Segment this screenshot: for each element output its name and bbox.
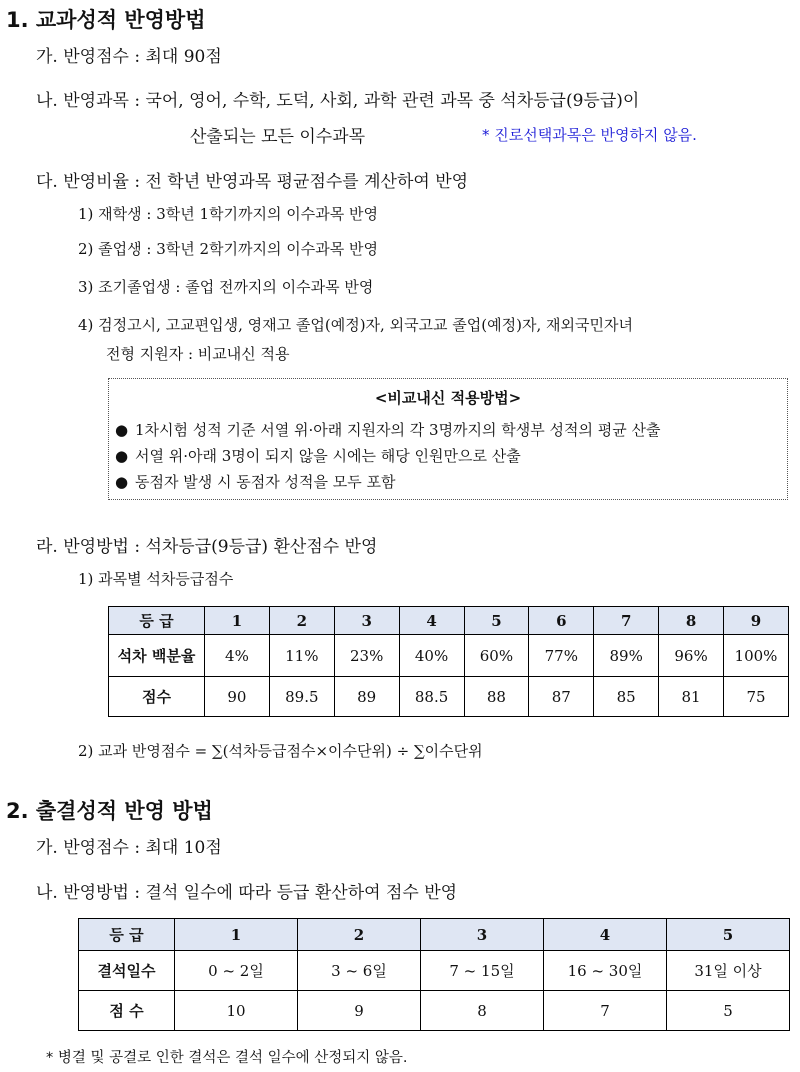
table-cell: 40% [399,635,464,677]
table-cell: 89.5 [269,677,334,717]
table-cell: 89% [594,635,659,677]
box-bullet [115,471,395,492]
table-cell: 5 [667,919,790,951]
table-cell: 3 [334,607,399,635]
table-cell: 등 급 [79,919,175,951]
table-cell: 100% [724,635,789,677]
section1-title: 1. 교과성적 반영방법 [6,8,206,32]
table-cell: 11% [269,635,334,677]
table-cell: 81 [659,677,724,717]
ra-sub2: 2) 교과 반영점수 = ∑(석차등급점수×이수단위) ÷ ∑이수단위 [78,742,483,760]
table-cell: 23% [334,635,399,677]
box-bullet [115,445,521,466]
table-cell: 점수 [109,677,205,717]
table-cell: 16 ~ 30일 [544,951,667,991]
table-cell: 85 [594,677,659,717]
table-cell: 90 [205,677,270,717]
section1-da: 다. 반영비율 : 전 학년 반영과목 평균점수를 계산하여 반영 [36,172,469,192]
box-bullet [115,419,661,440]
table-row [109,677,789,717]
bullet-dot-icon: ● [115,473,129,491]
table-row [79,951,790,991]
box-bullet-text: 서열 위·아래 3명이 되지 않을 시에는 해당 인원만으로 산출 [135,447,521,465]
table-cell: 3 ~ 6일 [298,951,421,991]
table-cell: 87 [529,677,594,717]
table-cell: 2 [298,919,421,951]
table-cell: 75 [724,677,789,717]
table-cell: 9 [724,607,789,635]
table-cell: 2 [269,607,334,635]
table-header-row [79,919,790,951]
table-cell: 5 [667,991,790,1031]
table-cell: 60% [464,635,529,677]
table-cell: 88 [464,677,529,717]
table-cell: 77% [529,635,594,677]
comparative-grade-box [108,378,788,500]
table-cell: 7 [544,991,667,1031]
table-row [109,635,789,677]
attendance-table [78,918,790,1031]
section2-na: 나. 반영방법 : 결석 일수에 따라 등급 환산하여 점수 반영 [36,883,458,903]
table-cell: 1 [175,919,298,951]
bullet-dot-icon: ● [115,447,129,465]
da-item-1: 1) 재학생 : 3학년 1학기까지의 이수과목 반영 [78,205,378,223]
section1-ra: 라. 반영방법 : 석차등급(9등급) 환산점수 반영 [36,537,378,557]
table-cell: 88.5 [399,677,464,717]
da-item-4-cont: 전형 지원자 : 비교내신 적용 [106,345,290,363]
section1-na-line2: 산출되는 모든 이수과목 [190,127,366,147]
table-cell: 7 [594,607,659,635]
table-cell: 5 [464,607,529,635]
table-cell: 8 [421,991,544,1031]
section1-na-line1: 나. 반영과목 : 국어, 영어, 수학, 도덕, 사회, 과학 관련 과목 중 석차등급(9등급)이 [36,91,640,111]
table-cell: 4% [205,635,270,677]
table-header-row [109,607,789,635]
ra-sub1: 1) 과목별 석차등급점수 [78,570,234,588]
section1-ga: 가. 반영점수 : 최대 90점 [36,47,222,67]
table-cell: 3 [421,919,544,951]
table-cell: 89 [334,677,399,717]
section2-title: 2. 출결성적 반영 방법 [6,799,213,823]
table-cell: 4 [544,919,667,951]
section2-ga: 가. 반영점수 : 최대 10점 [36,838,222,858]
table-cell: 96% [659,635,724,677]
bullet-dot-icon: ● [115,421,129,439]
table-cell: 결석일수 [79,951,175,991]
da-item-4: 4) 검정고시, 고교편입생, 영재고 졸업(예정)자, 외국고교 졸업(예정)자, 재외국민자녀 [78,316,633,334]
table-cell: 10 [175,991,298,1031]
section2-note: * 병결 및 공결로 인한 결석은 결석 일수에 산정되지 않음. [46,1050,408,1066]
table-cell: 9 [298,991,421,1031]
box-bullet-text: 1차시험 성적 기준 서열 위·아래 지원자의 각 3명까지의 학생부 성적의 평균 산출 [135,421,661,439]
table-cell: 7 ~ 15일 [421,951,544,991]
table-cell: 4 [399,607,464,635]
grade-score-table [108,606,789,717]
table-cell: 석차 백분율 [109,635,205,677]
box-bullet-text: 동점자 발생 시 동점자 성적을 모두 포함 [135,473,396,491]
table-cell: 1 [205,607,270,635]
section1-na-note: * 진로선택과목은 반영하지 않음. [482,126,697,144]
table-cell: 8 [659,607,724,635]
da-item-3: 3) 조기졸업생 : 졸업 전까지의 이수과목 반영 [78,278,374,296]
box-title: <비교내신 적용방법> [374,389,522,407]
table-row [79,991,790,1031]
table-cell: 점 수 [79,991,175,1031]
table-cell: 0 ~ 2일 [175,951,298,991]
table-cell: 31일 이상 [667,951,790,991]
table-cell: 등 급 [109,607,205,635]
da-item-2: 2) 졸업생 : 3학년 2학기까지의 이수과목 반영 [78,240,378,258]
table-cell: 6 [529,607,594,635]
